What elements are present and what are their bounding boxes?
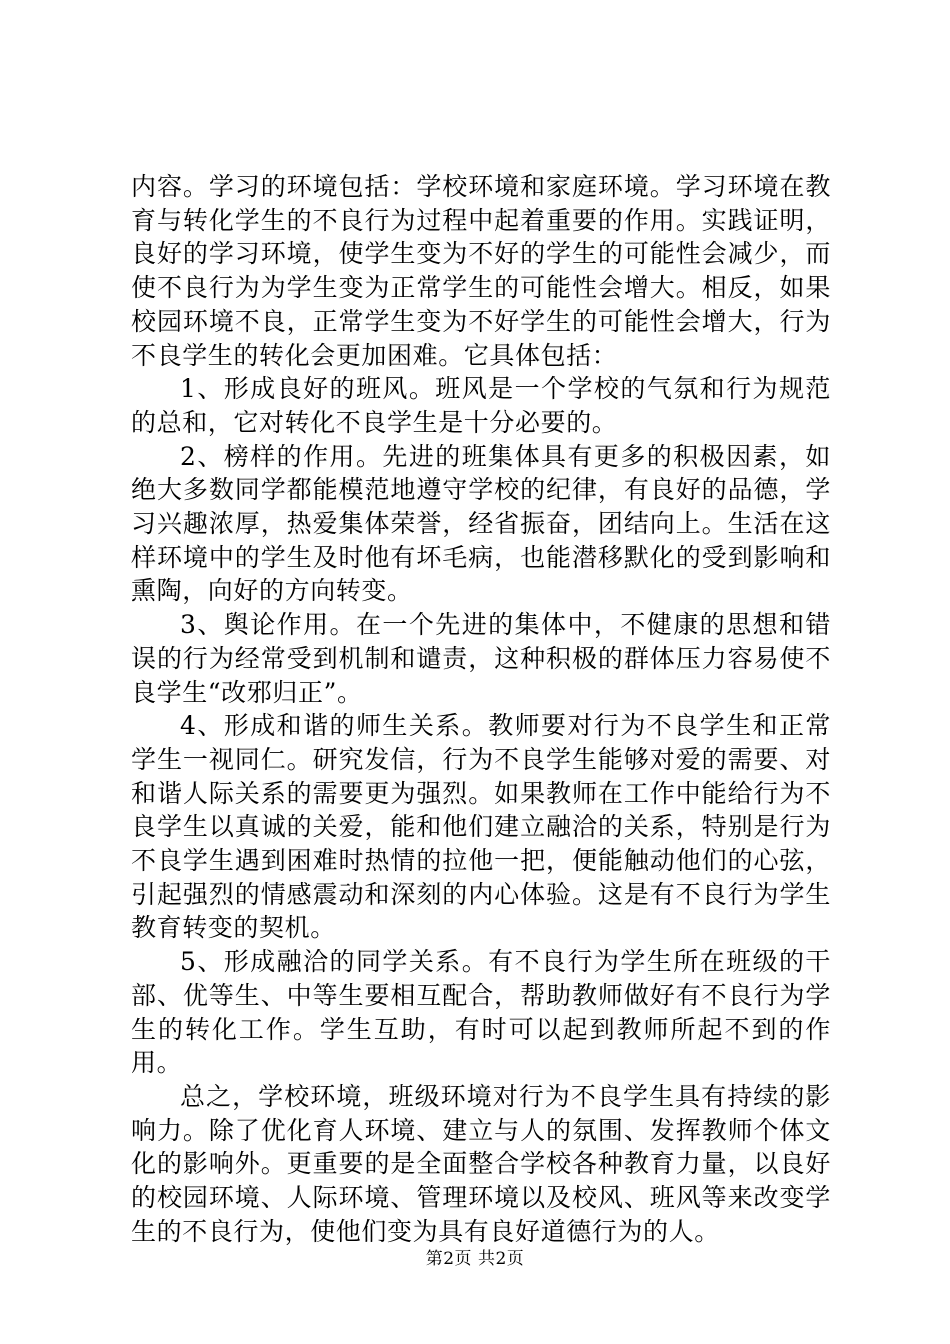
document-body <box>131 170 831 1249</box>
paragraph-item-5: 5、形成融洽的同学关系。有不良行为学生所在班级的干部、优等生、中等生要相互配合，帮助教师做好有不良行为学生的转化工作。学生互助，有时可以起到教师所起不到的作用。 <box>131 947 831 1078</box>
paragraph-item-3: 3、舆论作用。在一个先进的集体中，不健康的思想和错误的行为经常受到机制和谴责，这种积极的群体压力容易使不良学生“改邪归正”。 <box>131 610 831 707</box>
paragraph-item-2: 2、榜样的作用。先进的班集体具有更多的积极因素，如绝大多数同学都能模范地遵守学校的纪律，有良好的品德，学习兴趣浓厚，热爱集体荣誉，经省振奋，团结向上。生活在这样环境中的学生及时他有坏毛病，也能潜移默化的受到影响和熏陶，向好的方向转变。 <box>131 441 831 606</box>
paragraph-item-4: 4、形成和谐的师生关系。教师要对行为不良学生和正常学生一视同仁。研究发信，行为不良学生能够对爱的需要、对和谐人际关系的需要更为强烈。如果教师在工作中能给行为不良学生以真诚的关爱，能和他们建立融洽的关系，特别是行为不良学生遇到困难时热情的拉他一把，便能触动他们的心弦，引起强烈的情感震动和深刻的内心体验。这是有不良行为学生教育转变的契机。 <box>131 711 831 943</box>
paragraph-conclusion: 总之，学校环境，班级环境对行为不良学生具有持续的影响力。除了优化育人环境、建立与人的氛围、发挥教师个体文化的影响外。更重要的是全面整合学校各种教育力量，以良好的校园环境、人际环境、管理环境以及校风、班风等来改变学生的不良行为，使他们变为具有良好道德行为的人。 <box>131 1081 831 1246</box>
paragraph-continuation: 内容。学习的环境包括：学校环境和家庭环境。学习环境在教育与转化学生的不良行为过程中起着重要的作用。实践证明，良好的学习环境，使学生变为不好的学生的可能性会减少，而使不良行为为学生变为正常学生的可能性会增大。相反，如果校园环境不良，正常学生变为不好学生的可能性会增大，行为不良学生的转化会更加困难。它具体包括： <box>131 172 831 370</box>
page-number-footer: 第2页 共2页 <box>425 1249 525 1269</box>
paragraph-item-1: 1、形成良好的班风。班风是一个学校的气氛和行为规范的总和，它对转化不良学生是十分必要的。 <box>131 374 831 437</box>
